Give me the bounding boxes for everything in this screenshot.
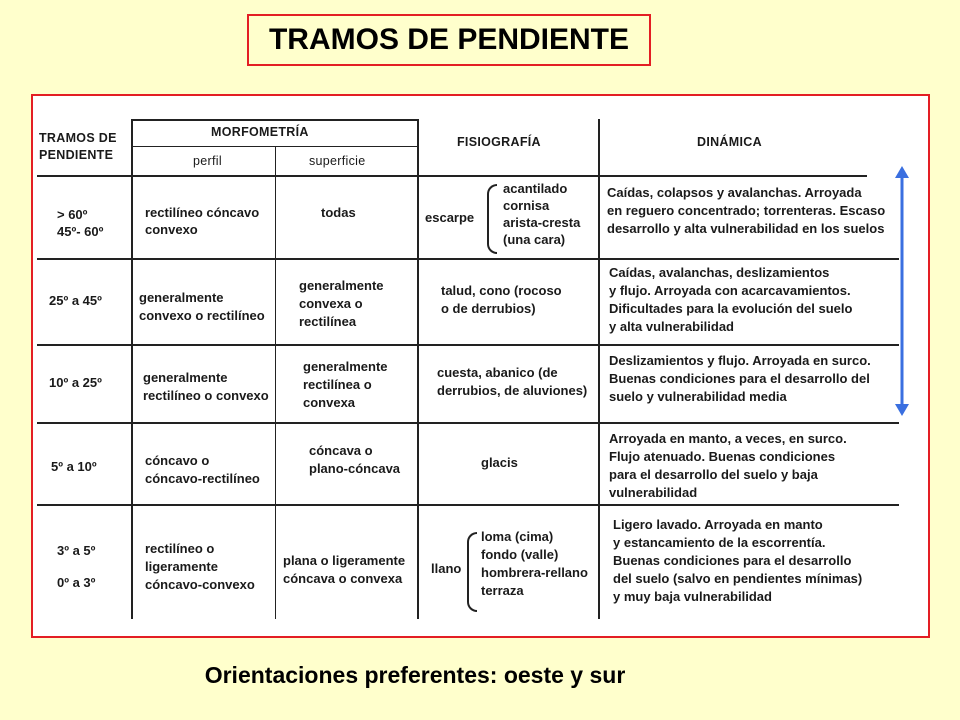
rule-col4 (598, 119, 600, 619)
row3-superficie-b: rectilínea o (303, 377, 372, 392)
row1-brace (487, 184, 497, 254)
row4-din-c: para el desarrollo del suelo y baja (609, 467, 818, 482)
row3-superficie-a: generalmente (303, 359, 388, 374)
header-perfil: perfil (193, 154, 222, 168)
row1-perfil-a: rectilíneo cóncavo (145, 205, 260, 220)
row4-perfil-a: cóncavo o (145, 453, 210, 468)
row2-fisio-b: o de derrubios) (441, 301, 536, 316)
row2-din-d: y alta vulnerabilidad (609, 319, 734, 334)
row1-fisio-d: (una cara) (503, 232, 566, 247)
row5-din-b: y estancamiento de la escorrentía. (613, 535, 826, 550)
row3-perfil-a: generalmente (143, 370, 228, 385)
rule-row1 (37, 175, 867, 177)
double-arrow-icon (894, 166, 910, 416)
slide-title: TRAMOS DE PENDIENTE (247, 14, 651, 66)
row2-perfil-a: generalmente (139, 290, 224, 305)
row5-fisio-d: terraza (481, 583, 524, 598)
row4-din-b: Flujo atenuado. Buenas condiciones (609, 449, 836, 464)
row5-fisio-label: llano (431, 561, 462, 576)
row2-superficie-a: generalmente (299, 278, 384, 293)
row3-din-b: Buenas condiciones para el desarrollo del (609, 371, 870, 386)
header-dinamica: DINÁMICA (697, 135, 762, 149)
row1-perfil-b: convexo (145, 222, 198, 237)
row5-din-c: Buenas condiciones para el desarrollo (613, 553, 852, 568)
row2-superficie-b: convexa o (299, 296, 363, 311)
row1-tramo-a: > 60º (57, 207, 88, 222)
header-tramos: TRAMOS DE PENDIENTE (39, 131, 117, 162)
row3-tramo: 10º a 25º (49, 375, 102, 390)
row1-fisio-label: escarpe (425, 210, 475, 225)
rule-morf-top (131, 119, 418, 121)
row4-din-a: Arroyada en manto, a veces, en surco. (609, 431, 847, 446)
row2-din-c: Dificultades para la evolución del suelo (609, 301, 853, 316)
row5-perfil-a: rectilíneo o (145, 541, 215, 556)
row1-fisio-c: arista-cresta (503, 215, 581, 230)
rule-col1 (131, 119, 133, 619)
row1-din-c: desarrollo y alta vulnerabilidad en los suelos (607, 221, 885, 236)
row5-din-e: y muy baja vulnerabilidad (613, 589, 772, 604)
row1-din-b: en reguero concentrado; torrenteras. Escaso (607, 203, 886, 218)
row1-superficie: todas (321, 205, 356, 220)
rule-row2 (37, 258, 899, 260)
row2-din-a: Caídas, avalanchas, deslizamientos (609, 265, 830, 280)
row5-perfil-c: cóncavo-convexo (145, 577, 255, 592)
row5-tramo-a: 3º a 5º (57, 543, 96, 558)
row2-din-b: y flujo. Arroyada con acarcavamientos. (609, 283, 851, 298)
rule-row5 (37, 504, 899, 506)
row5-din-d: del suelo (salvo en pendientes mínimas) (613, 571, 863, 586)
row3-fisio-a: cuesta, abanico (de (437, 365, 558, 380)
rule-col2 (275, 146, 276, 619)
row3-perfil-b: rectilíneo o convexo (143, 388, 269, 403)
row4-superficie-a: cóncava o (309, 443, 373, 458)
slope-table (33, 96, 928, 636)
row1-din-a: Caídas, colapsos y avalanchas. Arroyada (607, 185, 862, 200)
row1-tramo-b: 45º- 60º (57, 224, 104, 239)
row1-fisio-b: cornisa (503, 198, 550, 213)
row3-din-c: suelo y vulnerabilidad media (609, 389, 787, 404)
row2-tramo: 25º a 45º (49, 293, 102, 308)
row5-brace (467, 532, 477, 612)
caption: Orientaciones preferentes: oeste y sur (204, 662, 626, 688)
row2-perfil-b: convexo o rectilíneo (139, 308, 265, 323)
rule-row3 (37, 344, 899, 346)
row5-fisio-b: fondo (valle) (481, 547, 559, 562)
header-superficie: superficie (309, 154, 366, 168)
row4-tramo: 5º a 10º (51, 459, 97, 474)
rule-col3 (417, 119, 419, 619)
row5-superficie-b: cóncava o convexa (283, 571, 403, 586)
row4-superficie-b: plano-cóncava (309, 461, 401, 476)
row4-perfil-b: cóncavo-rectilíneo (145, 471, 260, 486)
rule-row4 (37, 422, 899, 424)
header-fisiografia: FISIOGRAFÍA (457, 135, 541, 149)
row3-superficie-c: convexa (303, 395, 356, 410)
row5-perfil-b: ligeramente (145, 559, 218, 574)
row5-din-a: Ligero lavado. Arroyada en manto (613, 517, 823, 532)
row5-fisio-c: hombrera-rellano (481, 565, 588, 580)
row2-superficie-c: rectilínea (299, 314, 357, 329)
row2-fisio-a: talud, cono (rocoso (441, 283, 562, 298)
row3-fisio-b: derrubios, de aluviones) (437, 383, 588, 398)
table-image-frame (31, 94, 930, 638)
row4-din-d: vulnerabilidad (609, 485, 698, 500)
row1-fisio-a: acantilado (503, 181, 568, 196)
row5-fisio-a: loma (cima) (481, 529, 554, 544)
header-morfometria: MORFOMETRÍA (211, 125, 309, 139)
row5-superficie-a: plana o ligeramente (283, 553, 406, 568)
row4-fisio: glacis (481, 455, 518, 470)
row3-din-a: Deslizamientos y flujo. Arroyada en surco. (609, 353, 871, 368)
row5-tramo-b: 0º a 3º (57, 575, 96, 590)
